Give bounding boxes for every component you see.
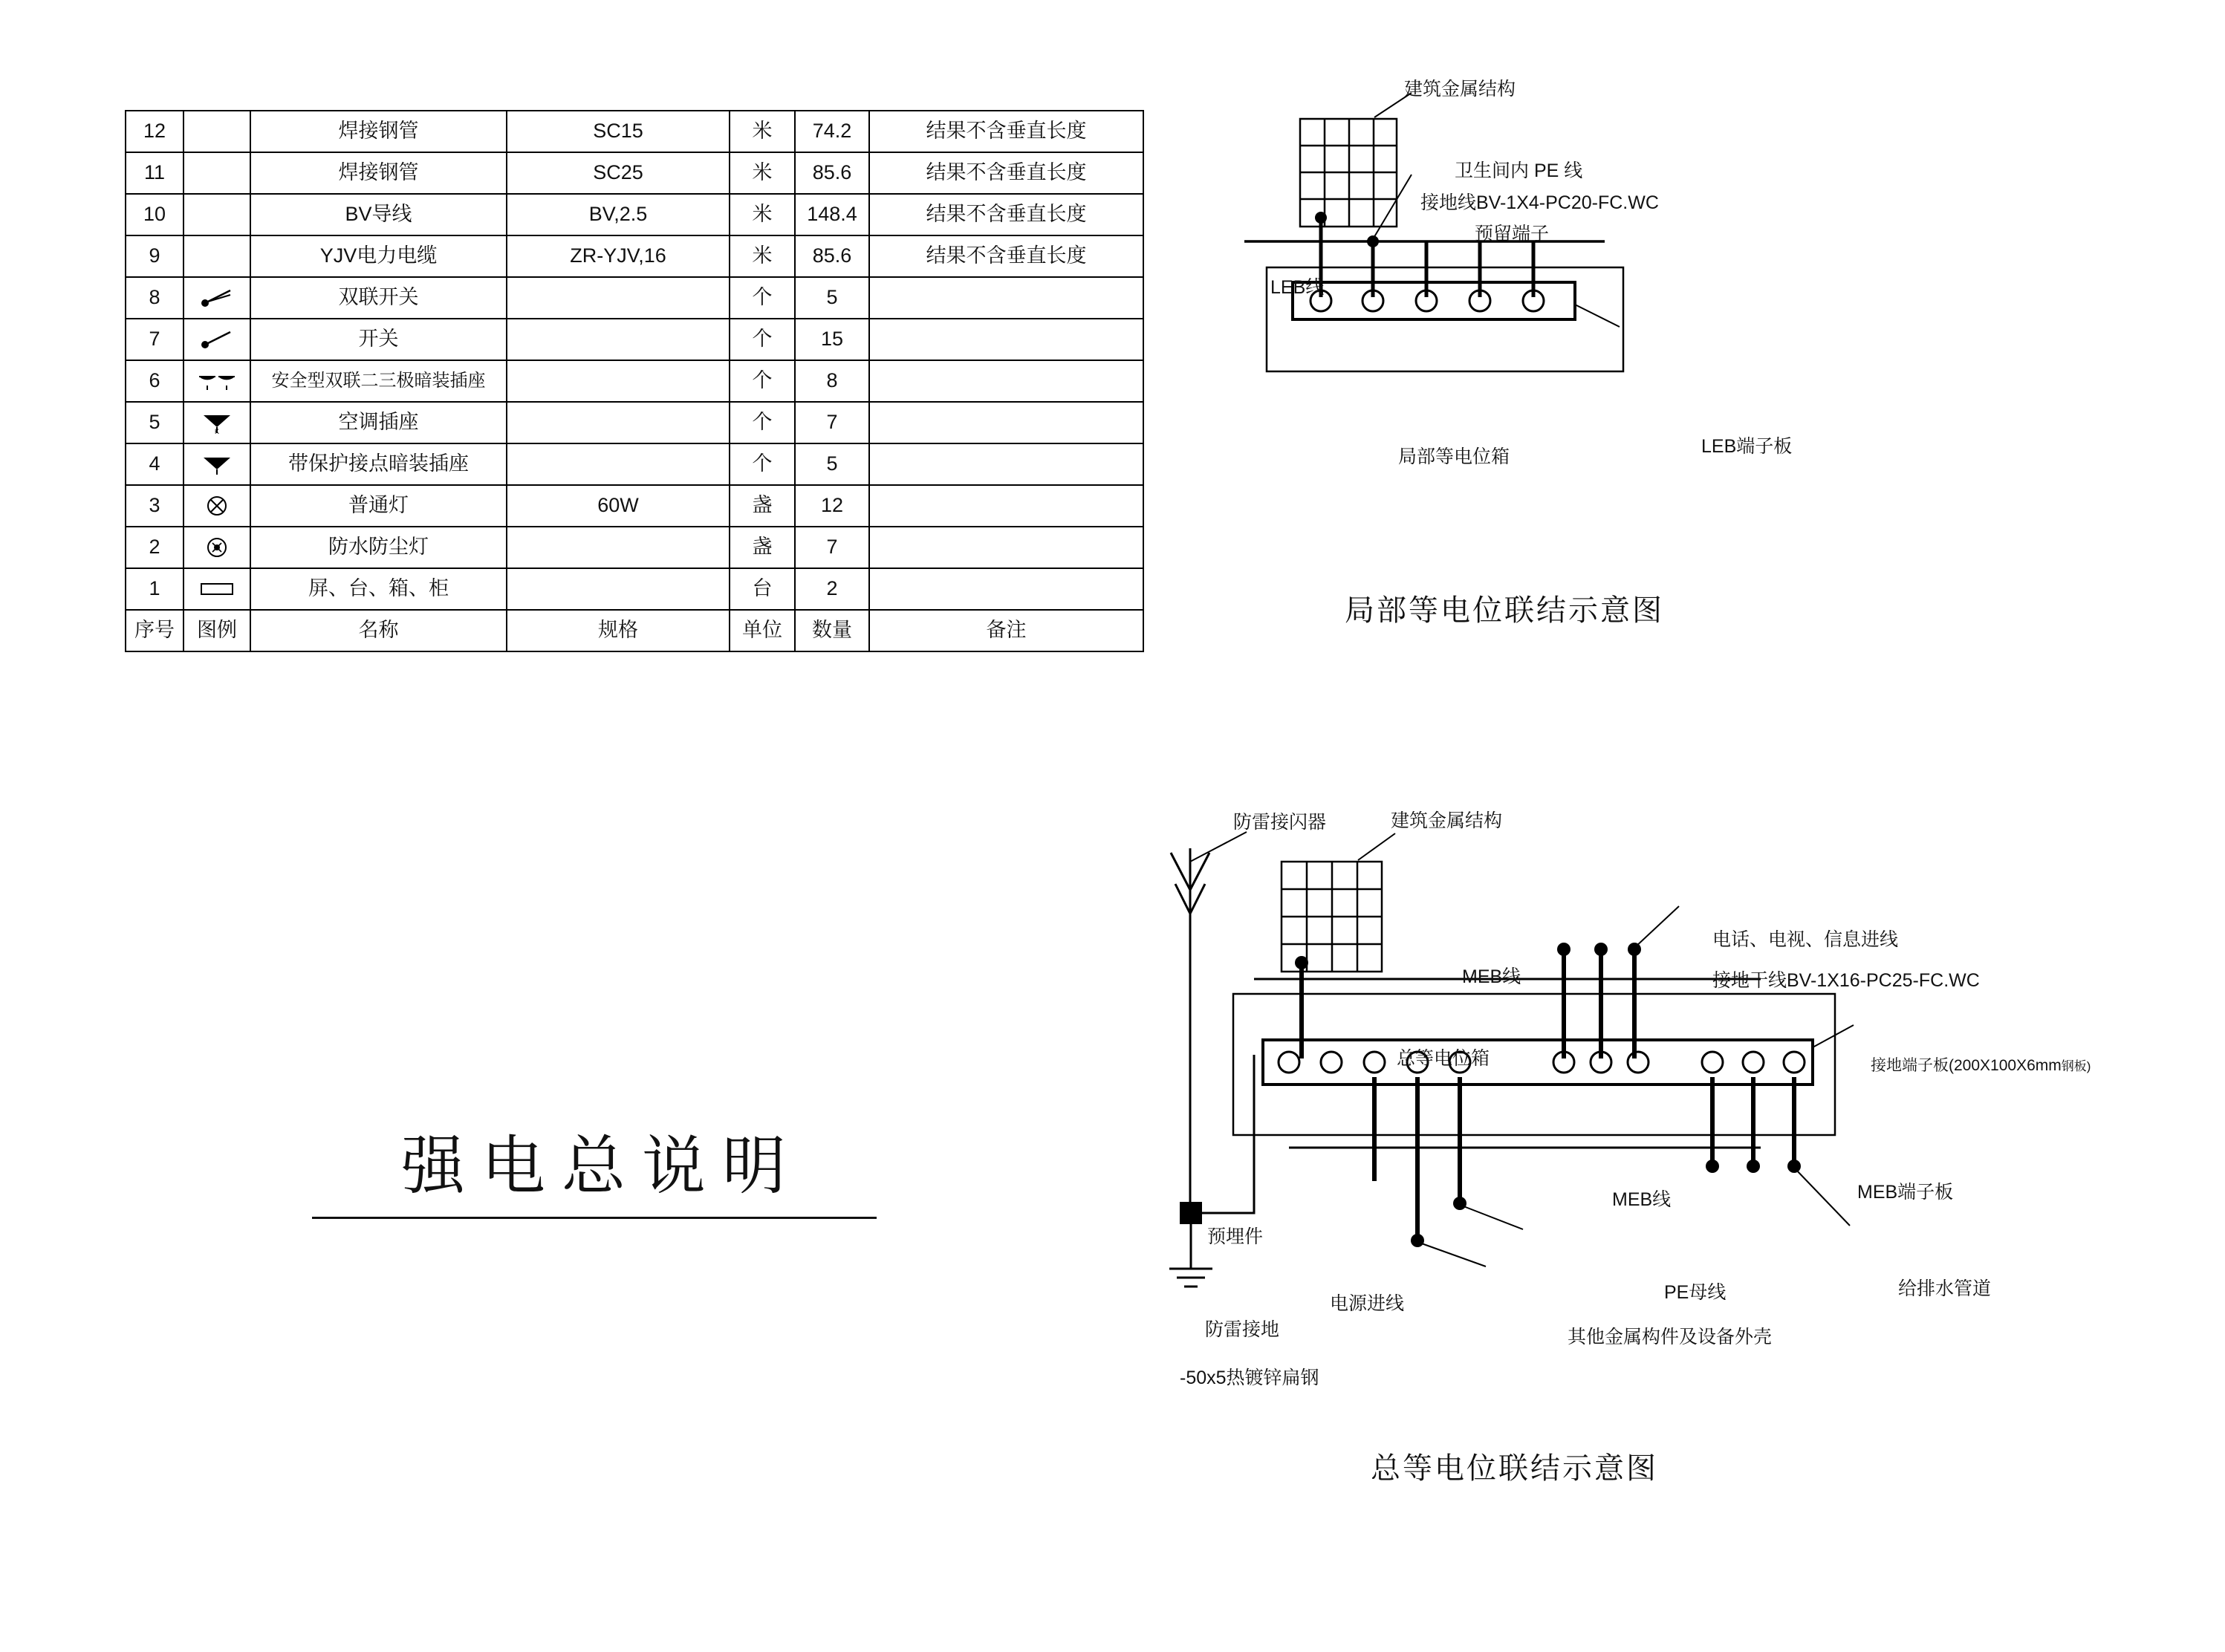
meb-diagram-caption: 总等电位联结示意图 [1371, 1452, 1658, 1485]
cell-name: 焊接钢管 [250, 152, 507, 194]
cell-symbol [183, 402, 250, 443]
cell-symbol [183, 277, 250, 319]
cell-unit: 个 [730, 360, 795, 402]
page-title [312, 1114, 891, 1219]
header-spec: 规格 [507, 610, 730, 651]
leb-label-ground-wire: 接地线BV-1X4-PC20-FC.WC [1420, 192, 1659, 213]
cell-qty: 85.6 [795, 235, 869, 277]
ground-terminal-board-suffix: 钢板) [2061, 1059, 2091, 1073]
cell-qty: 148.4 [795, 194, 869, 235]
cell-unit: 台 [730, 568, 795, 610]
switch-icon [184, 319, 250, 360]
cell-symbol [183, 360, 250, 402]
cell-remark: 结果不含垂直长度 [869, 111, 1143, 152]
cell-symbol [183, 443, 250, 485]
cell-remark [869, 568, 1143, 610]
meb-label-building-steel: 建筑金属结构 [1391, 810, 1503, 831]
cell-spec: BV,2.5 [507, 194, 730, 235]
cell-name: YJV电力电缆 [250, 235, 507, 277]
cell-no: 8 [126, 277, 183, 319]
cell-no: 1 [126, 568, 183, 610]
meb-label-flat-steel: -50x5热镀锌扁钢 [1180, 1368, 1319, 1388]
meb-label-lightning-ground: 防雷接地 [1205, 1319, 1280, 1340]
cell-no: 11 [126, 152, 183, 194]
cell-unit: 米 [730, 235, 795, 277]
cell-qty: 12 [795, 485, 869, 527]
cell-spec [507, 568, 730, 610]
cell-no: 6 [126, 360, 183, 402]
table-row [126, 360, 1143, 402]
cell-name: 屏、台、箱、柜 [250, 568, 507, 610]
lamp-waterproof-icon [184, 527, 250, 568]
cell-spec [507, 319, 730, 360]
meb-label-meb-line-top: MEB线 [1462, 966, 1521, 987]
cell-spec [507, 277, 730, 319]
leb-label-building-steel: 建筑金属结构 [1404, 79, 1516, 100]
cell-remark: 结果不含垂直长度 [869, 235, 1143, 277]
cell-qty: 74.2 [795, 111, 869, 152]
cell-symbol [183, 568, 250, 610]
cell-name: BV导线 [250, 194, 507, 235]
switch-double-icon [184, 278, 250, 318]
leb-label-leb-line: LEB线 [1270, 277, 1325, 298]
cell-name: 普通灯 [250, 485, 507, 527]
cell-no: 4 [126, 443, 183, 485]
cell-unit: 个 [730, 402, 795, 443]
cell-name: 双联开关 [250, 277, 507, 319]
cell-remark [869, 485, 1143, 527]
page-title-text: 强电总说明 [401, 1129, 802, 1203]
page-title-underline [312, 1217, 877, 1219]
meb-label-telecom-lines: 电话、电视、信息进线 [1712, 929, 1899, 950]
cell-no: 5 [126, 402, 183, 443]
cell-name: 开关 [250, 319, 507, 360]
meb-label-meb-terminal-board: MEB端子板 [1857, 1182, 1954, 1203]
header-no: 序号 [126, 610, 183, 651]
table-row [126, 194, 1143, 235]
leb-label-leb-terminal-board: LEB端子板 [1701, 436, 1793, 457]
cell-symbol [183, 194, 250, 235]
cell-no: 12 [126, 111, 183, 152]
cell-remark [869, 319, 1143, 360]
table-row [126, 277, 1143, 319]
table-row [126, 527, 1143, 568]
cell-name: 防水防尘灯 [250, 527, 507, 568]
cell-qty: 7 [795, 402, 869, 443]
meb-label-air-terminal: 防雷接闪器 [1233, 812, 1327, 833]
socket-double-icon [184, 361, 250, 401]
table-header-row [126, 610, 1143, 651]
cell-name: 焊接钢管 [250, 111, 507, 152]
cell-name: 带保护接点暗装插座 [250, 443, 507, 485]
cell-unit: 米 [730, 152, 795, 194]
meb-label-embedded-part: 预埋件 [1207, 1226, 1264, 1247]
lamp-icon [184, 486, 250, 526]
table-row [126, 111, 1143, 152]
ground-terminal-board-text: 接地端子板(200X100X6mm [1871, 1057, 2062, 1074]
meb-label-water-pipes: 给排水管道 [1898, 1278, 1992, 1299]
meb-label-meb-box: 总等电位箱 [1397, 1048, 1490, 1069]
cell-symbol [183, 235, 250, 277]
cell-qty: 85.6 [795, 152, 869, 194]
cell-qty: 8 [795, 360, 869, 402]
building-steel-mesh-icon [1300, 119, 1397, 227]
svg-text:K: K [214, 428, 220, 435]
cell-remark [869, 527, 1143, 568]
meb-label-power-incoming: 电源进线 [1330, 1293, 1405, 1314]
cell-remark: 结果不含垂直长度 [869, 152, 1143, 194]
header-symbol: 图例 [183, 610, 250, 651]
leb-label-bathroom-pe: 卫生间内 PE 线 [1455, 160, 1583, 181]
table-row [126, 235, 1143, 277]
table-row [126, 402, 1143, 443]
cell-no: 2 [126, 527, 183, 568]
leb-diagram-caption: 局部等电位联结示意图 [1345, 594, 1664, 627]
table-row [126, 568, 1143, 610]
cell-no: 7 [126, 319, 183, 360]
socket-ac-icon [184, 403, 250, 443]
embedded-part-icon [1180, 1202, 1202, 1224]
cell-unit: 米 [730, 111, 795, 152]
cell-qty: 7 [795, 527, 869, 568]
meb-diagram-drawing [1159, 810, 2140, 1538]
table-row [126, 485, 1143, 527]
cell-qty: 5 [795, 443, 869, 485]
cell-symbol [183, 527, 250, 568]
cell-spec: SC15 [507, 111, 730, 152]
cell-unit: 盏 [730, 485, 795, 527]
cell-spec [507, 360, 730, 402]
cell-no: 3 [126, 485, 183, 527]
cell-unit: 个 [730, 277, 795, 319]
cell-unit: 个 [730, 319, 795, 360]
header-qty: 数量 [795, 610, 869, 651]
cell-no: 10 [126, 194, 183, 235]
earth-ground-icon [1169, 1269, 1212, 1287]
air-terminal-icon [1171, 848, 1209, 1211]
table-row [126, 152, 1143, 194]
cell-remark [869, 402, 1143, 443]
material-legend-table [125, 110, 1144, 652]
cell-qty: 5 [795, 277, 869, 319]
cell-qty: 2 [795, 568, 869, 610]
cell-spec: SC25 [507, 152, 730, 194]
header-remark: 备注 [869, 610, 1143, 651]
header-name: 名称 [250, 610, 507, 651]
cell-symbol [183, 111, 250, 152]
cell-unit: 盏 [730, 527, 795, 568]
socket-pe-icon [184, 444, 250, 484]
cell-spec: ZR-YJV,16 [507, 235, 730, 277]
cell-name: 安全型双联二三极暗装插座 [250, 360, 507, 402]
cell-unit: 米 [730, 194, 795, 235]
leb-label-reserved-terminal: 预留端子 [1475, 224, 1550, 244]
leb-label-leb-box: 局部等电位箱 [1398, 446, 1510, 467]
cell-spec: 60W [507, 485, 730, 527]
cell-remark: 结果不含垂直长度 [869, 194, 1143, 235]
header-unit: 单位 [730, 610, 795, 651]
cell-qty: 15 [795, 319, 869, 360]
cell-symbol [183, 319, 250, 360]
cell-remark [869, 443, 1143, 485]
cell-symbol [183, 152, 250, 194]
cell-name: 空调插座 [250, 402, 507, 443]
table-row [126, 319, 1143, 360]
meb-label-other-metal: 其他金属构件及设备外壳 [1568, 1327, 1773, 1347]
meb-label-meb-line-bottom: MEB线 [1612, 1189, 1672, 1210]
meb-label-pe-bus: PE母线 [1664, 1282, 1727, 1303]
cell-remark [869, 360, 1143, 402]
cell-no: 9 [126, 235, 183, 277]
table-row [126, 443, 1143, 485]
cell-spec [507, 443, 730, 485]
cabinet-icon [184, 569, 250, 609]
cell-spec [507, 527, 730, 568]
meb-label-ground-terminal-board [1871, 1056, 2091, 1076]
meb-building-steel-mesh-icon [1282, 862, 1382, 972]
cell-remark [869, 277, 1143, 319]
meb-label-ground-trunk: 接地干线BV-1X16-PC25-FC.WC [1712, 970, 1980, 991]
cell-unit: 个 [730, 443, 795, 485]
cell-spec [507, 402, 730, 443]
cell-symbol [183, 485, 250, 527]
